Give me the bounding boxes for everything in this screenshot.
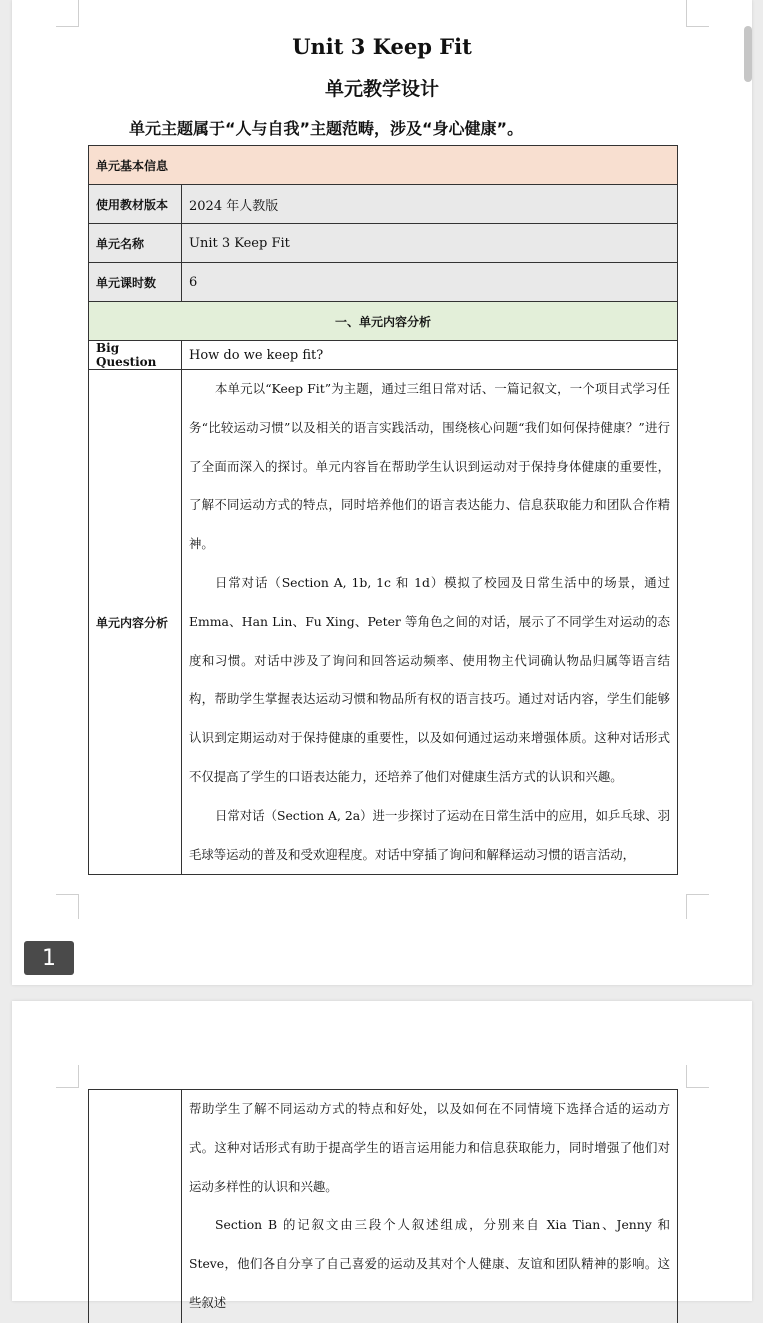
basic-info-header: 单元基本信息	[89, 146, 678, 185]
document-page-2	[12, 1001, 752, 1310]
row-label: 使用教材版本	[89, 185, 182, 224]
paragraph: 日常对话（Section A, 2a）进一步探讨了运动在日常生活中的应用，如乒乓球、羽毛球等运动的普及和受欢迎程度。对话中穿插了询问和解释运动习惯的语言活动，	[189, 807, 671, 862]
document-title: Unit 3 Keep Fit	[292, 34, 472, 59]
table-row	[89, 1090, 678, 1323]
table-row	[89, 302, 678, 341]
table-row	[89, 263, 678, 302]
row-value: 2024 年人教版	[182, 185, 678, 224]
scrollbar-thumb[interactable]	[744, 26, 752, 82]
analysis-content	[182, 370, 678, 875]
analysis-label: 单元内容分析	[89, 370, 182, 875]
document-subtitle: 单元教学设计	[324, 78, 439, 100]
paragraph: Section B 的记叙文由三段个人叙述组成，分别来自 Xia Tian、Jenny 和 Steve，他们各自分享了自己喜爱的运动及其对个人健康、友谊和团队精神的影响。这些叙述	[189, 1217, 670, 1310]
section-header: 一、单元内容分析	[89, 302, 678, 341]
table-row	[89, 185, 678, 224]
row-label: 单元名称	[89, 224, 182, 263]
row-label: 单元课时数	[89, 263, 182, 302]
crop-mark	[686, 0, 709, 27]
table-row	[89, 146, 678, 185]
unit-design-table-continued	[88, 1089, 678, 1323]
crop-mark	[686, 1065, 709, 1088]
crop-mark	[56, 1065, 79, 1088]
crop-mark	[686, 894, 709, 919]
table-row	[89, 341, 678, 370]
crop-mark	[56, 894, 79, 919]
unit-design-table	[88, 145, 678, 875]
document-page-1	[12, 0, 752, 985]
big-question-label: Big Question	[89, 341, 182, 370]
paragraph: 本单元以“Keep Fit”为主题，通过三组日常对话、一篇记叙文，一个项目式学习任务“比较运动习惯”以及相关的语言实践活动，围绕核心问题“我们如何保持健康？”进行了全面而深入的探讨。单元内容旨在帮助学生认识到运动对于保持身体健康的重要性，了解不同运动方式的特点，同时培养他们的语言表达能力、信息获取能力和团队合作精神。	[189, 381, 671, 552]
analysis-content-continued	[182, 1090, 678, 1323]
analysis-label-empty	[89, 1090, 182, 1323]
table-row	[89, 224, 678, 263]
crop-mark	[56, 0, 79, 27]
paragraph: 帮助学生了解不同运动方式的特点和好处，以及如何在不同情境下选择合适的运动方式。这种对话形式有助于提高学生的语言运用能力和信息获取能力，同时增强了他们对运动多样性的认识和兴趣。	[189, 1101, 670, 1194]
page-number-badge: 1	[24, 941, 74, 975]
row-value: Unit 3 Keep Fit	[182, 224, 678, 263]
theme-line: 单元主题属于“人与自我”主题范畴，涉及“身心健康”。	[129, 119, 524, 138]
row-value: 6	[182, 263, 678, 302]
big-question-value: How do we keep fit?	[182, 341, 678, 370]
paragraph: 日常对话（Section A, 1b, 1c 和 1d）模拟了校园及日常生活中的场景，通过 Emma、Han Lin、Fu Xing、Peter 等角色之间的对话，展示了不同学生对运动的态度和习惯。对话中涉及了询问和回答运动频率、使用物主代词确认物品归属等语言结构，帮助学生掌握表达运动习惯和物品所有权的语言技巧。通过对话内容，学生们能够认识到定期运动对于保持健康的重要性，以及如何通过运动来增强体质。这种对话形式不仅提高了学生的口语表达能力，还培养了他们对健康生活方式的认识和兴趣。	[189, 574, 671, 784]
table-row	[89, 370, 678, 875]
